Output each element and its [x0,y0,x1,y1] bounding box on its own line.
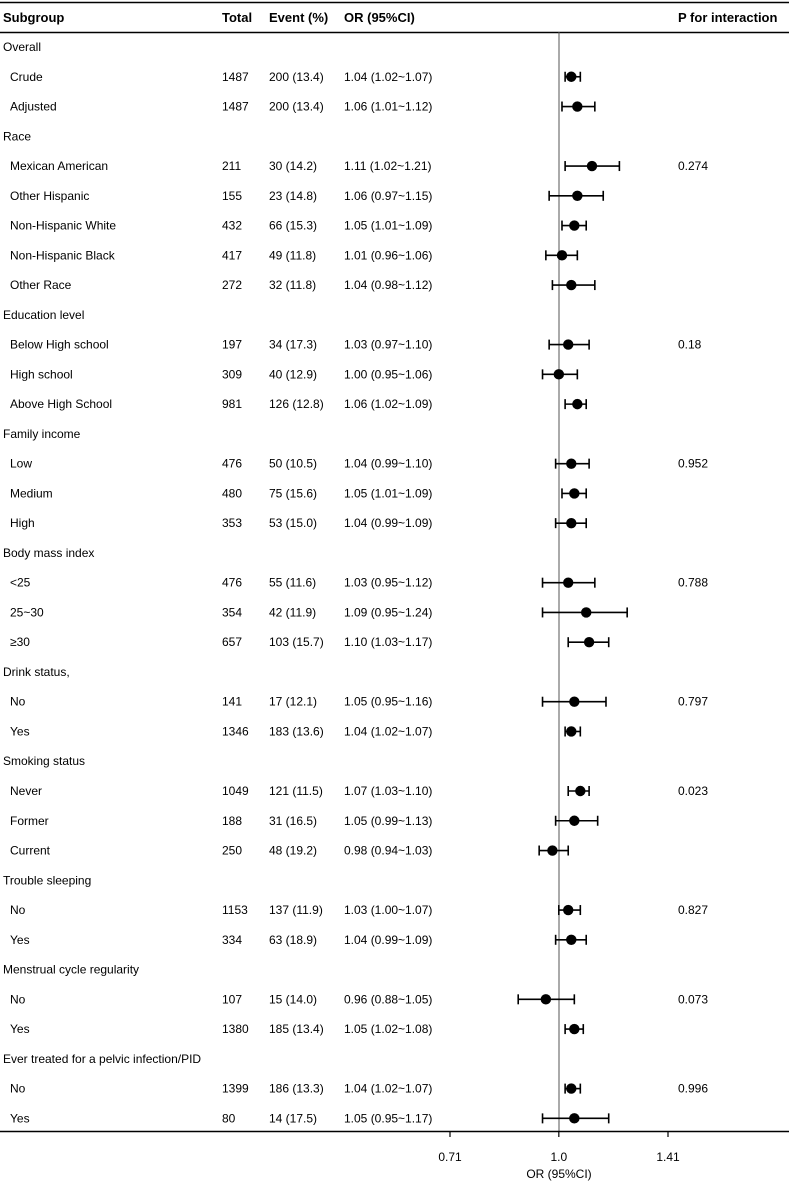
row-total: 417 [222,248,243,263]
row-event: 14 (17.5) [269,1111,318,1126]
row-p-interaction: 0.274 [678,159,709,174]
row-total: 1487 [222,99,249,114]
row-or-ci: 1.03 (0.97~1.10) [344,337,433,352]
row-event: 55 (11.6) [269,575,317,590]
group-label: Menstrual cycle regularity [3,962,140,977]
row-label: No [10,992,26,1007]
row-or-ci: 1.04 (1.02~1.07) [344,724,433,739]
row-or-ci: 0.96 (0.88~1.05) [344,992,433,1007]
row-event: 42 (11.9) [269,605,317,620]
x-axis [438,1131,680,1164]
group-label: Race [3,129,32,144]
row-label: Never [10,784,43,798]
or-point [566,280,576,290]
row-label: Crude [10,69,43,84]
row-event: 200 (13.4) [269,99,324,114]
row-p-interaction: 0.023 [678,784,709,798]
row-event: 48 (19.2) [269,843,318,858]
row-label: Non-Hispanic White [10,218,117,233]
row-p-interaction: 0.073 [678,992,709,1007]
or-point [569,1113,579,1123]
or-point [569,488,579,498]
row-label: Above High School [10,397,113,412]
row-total: 141 [222,694,243,709]
row-total: 188 [222,813,243,828]
or-point [547,845,557,855]
header-total: Total [222,10,253,25]
row-label: Yes [10,932,30,947]
header-p-interaction: P for interaction [678,10,778,25]
row-or-ci: 1.05 (1.02~1.08) [344,1022,433,1037]
row-total: 1399 [222,1081,249,1096]
row-event: 49 (11.8) [269,248,317,263]
row-label: High [10,516,35,531]
row-event: 63 (18.9) [269,932,318,947]
or-point [563,905,573,915]
or-point [584,637,594,647]
row-total: 1487 [222,69,249,84]
row-or-ci: 1.10 (1.03~1.17) [344,635,433,650]
row-label: Former [10,813,49,828]
or-point [563,577,573,587]
row-event: 186 (13.3) [269,1081,324,1096]
or-point [566,1083,576,1093]
row-or-ci: 1.05 (0.95~1.17) [344,1111,433,1126]
row-event: 32 (11.8) [269,278,317,293]
row-event: 34 (17.3) [269,337,318,352]
row-total: 80 [222,1111,236,1126]
row-p-interaction: 0.827 [678,903,709,918]
row-event: 17 (12.1) [269,694,318,709]
row-total: 272 [222,278,243,293]
group-label: Trouble sleeping [3,873,92,888]
x-axis-label: OR (95%CI) [526,1167,592,1181]
row-total: 981 [222,397,243,412]
row-label: <25 [10,575,31,590]
header-subgroup: Subgroup [3,10,65,25]
or-point [572,101,582,111]
row-label: Other Race [10,278,72,293]
row-total: 1380 [222,1022,249,1037]
header-or: OR (95%CI) [344,10,415,25]
row-total: 197 [222,337,243,352]
row-event: 40 (12.9) [269,367,318,382]
or-point [587,161,597,171]
row-event: 50 (10.5) [269,456,318,471]
group-label: Ever treated for a pelvic infection/PID [3,1051,202,1066]
row-or-ci: 1.06 (0.97~1.15) [344,188,433,203]
or-point [581,607,591,617]
row-total: 250 [222,843,243,858]
row-label: Other Hispanic [10,188,90,203]
x-tick-label: 0.71 [438,1150,462,1164]
or-point [569,697,579,707]
row-total: 155 [222,188,243,203]
row-event: 183 (13.6) [269,724,324,739]
group-label: Body mass index [3,545,95,560]
or-point [566,518,576,528]
row-total: 309 [222,367,243,382]
row-p-interaction: 0.18 [678,337,702,352]
or-point [557,250,567,260]
row-event: 200 (13.4) [269,69,324,84]
row-or-ci: 1.04 (0.98~1.12) [344,278,433,293]
row-total: 1153 [222,903,248,918]
group-label: Drink status, [3,664,70,679]
row-p-interaction: 0.797 [678,694,709,709]
row-or-ci: 1.04 (1.02~1.07) [344,1081,433,1096]
x-tick-label: 1.0 [550,1150,568,1164]
row-label: ≥30 [10,635,30,650]
row-total: 657 [222,635,243,650]
row-event: 15 (14.0) [269,992,318,1007]
row-or-ci: 1.06 (1.02~1.09) [344,397,433,412]
row-event: 103 (15.7) [269,635,324,650]
row-event: 30 (14.2) [269,159,318,174]
row-label: High school [10,367,73,382]
group-label: Family income [3,426,81,441]
or-point [566,72,576,82]
row-label: Non-Hispanic Black [10,248,115,263]
header-event: Event (%) [269,10,329,25]
row-event: 126 (12.8) [269,397,324,412]
row-label: Yes [10,1111,30,1126]
row-or-ci: 1.04 (0.99~1.09) [344,516,433,531]
row-event: 66 (15.3) [269,218,318,233]
row-label: No [10,1081,26,1096]
row-or-ci: 1.04 (0.99~1.09) [344,932,433,947]
row-or-ci: 1.06 (1.01~1.12) [344,99,433,114]
row-or-ci: 1.05 (1.01~1.09) [344,486,433,501]
row-p-interaction: 0.952 [678,456,709,471]
row-or-ci: 1.05 (1.01~1.09) [344,218,433,233]
or-point [566,726,576,736]
row-total: 211 [222,159,242,174]
row-total: 480 [222,486,243,501]
row-or-ci: 0.98 (0.94~1.03) [344,843,433,858]
or-point [566,458,576,468]
row-p-interaction: 0.788 [678,575,709,590]
row-total: 432 [222,218,243,233]
group-label: Smoking status [3,754,86,769]
row-total: 107 [222,992,243,1007]
row-total: 1049 [222,784,249,798]
row-total: 1346 [222,724,249,739]
row-or-ci: 1.04 (1.02~1.07) [344,69,433,84]
or-point [563,339,573,349]
row-p-interaction: 0.996 [678,1081,709,1096]
table-rows [3,40,708,1125]
plot-marks [518,32,627,1131]
row-total: 354 [222,605,243,620]
row-or-ci: 1.03 (0.95~1.12) [344,575,433,590]
row-event: 185 (13.4) [269,1022,324,1037]
row-total: 476 [222,456,243,471]
row-label: Below High school [10,337,109,352]
or-point [569,220,579,230]
row-event: 121 (11.5) [269,784,323,798]
or-point [566,935,576,945]
row-label: No [10,694,26,709]
group-label: Overall [3,40,42,54]
row-total: 353 [222,516,243,531]
row-label: Mexican American [10,159,109,174]
row-label: Current [10,843,51,858]
row-label: Low [10,456,33,471]
row-or-ci: 1.03 (1.00~1.07) [344,903,433,918]
row-or-ci: 1.07 (1.03~1.10) [344,784,433,798]
or-point [554,369,564,379]
row-or-ci: 1.09 (0.95~1.24) [344,605,433,620]
row-or-ci: 1.05 (0.95~1.16) [344,694,433,709]
or-point [572,399,582,409]
group-label: Education level [3,307,85,322]
x-tick-label: 1.41 [656,1150,680,1164]
row-or-ci: 1.04 (0.99~1.10) [344,456,433,471]
or-point [569,1024,579,1034]
or-point [575,786,585,796]
row-label: No [10,903,26,918]
row-event: 31 (16.5) [269,813,318,828]
or-point [541,994,551,1004]
row-or-ci: 1.00 (0.95~1.06) [344,367,433,382]
row-or-ci: 1.11 (1.02~1.21) [344,159,432,174]
row-total: 476 [222,575,243,590]
row-event: 53 (15.0) [269,516,318,531]
row-event: 23 (14.8) [269,188,318,203]
row-event: 137 (11.9) [269,903,323,918]
row-label: Adjusted [10,99,57,114]
row-or-ci: 1.05 (0.99~1.13) [344,813,433,828]
row-label: Yes [10,724,30,739]
or-point [569,816,579,826]
row-label: Yes [10,1022,30,1037]
row-event: 75 (15.6) [269,486,318,501]
row-or-ci: 1.01 (0.96~1.06) [344,248,433,263]
or-point [572,191,582,201]
row-label: Medium [10,486,53,501]
row-total: 334 [222,932,243,947]
row-label: 25~30 [10,605,44,620]
